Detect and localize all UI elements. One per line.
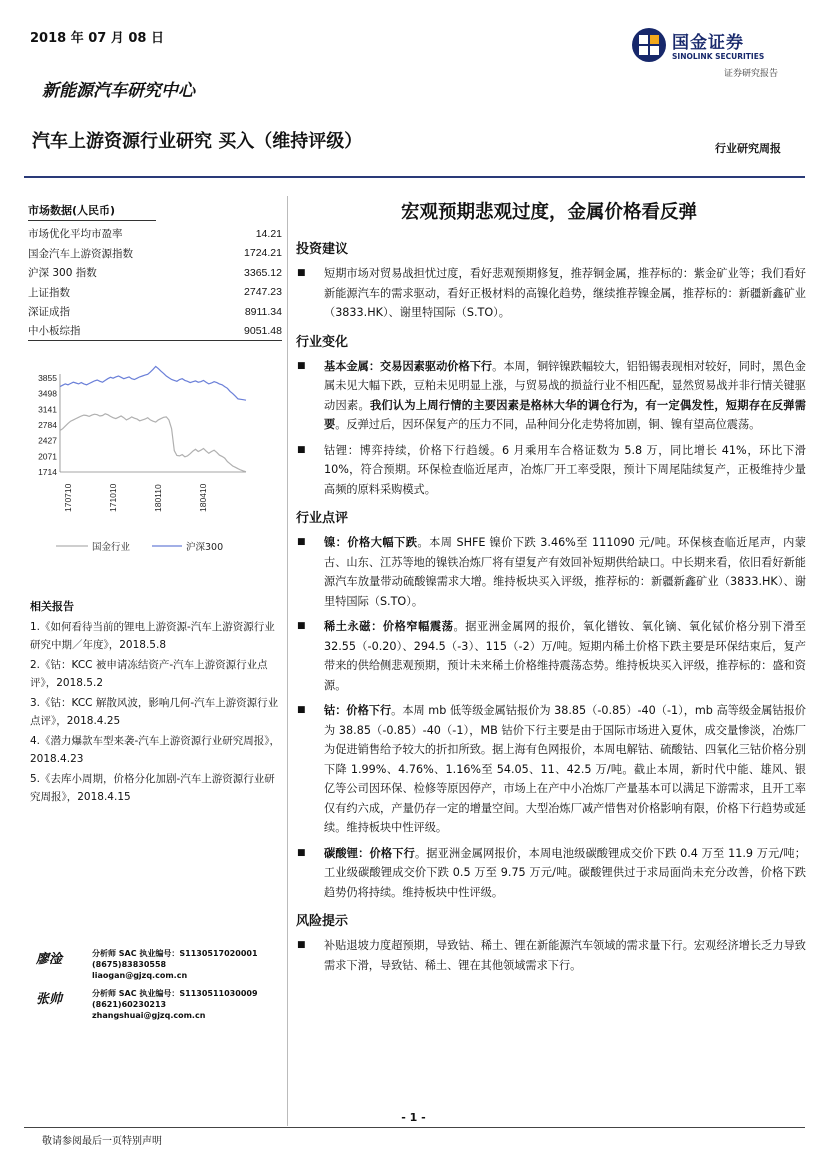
- footer-disclaimer-note: 敬请参阅最后一页特别声明: [42, 1136, 162, 1147]
- y-tick-label: 2071: [38, 451, 57, 462]
- bullet-heading: 稀土永磁：价格窄幅震荡: [324, 620, 454, 633]
- bullet-text: [324, 701, 806, 838]
- bullet-item: [296, 701, 806, 838]
- bullet-text: 短期市场对贸易战担忧过度，看好悲观预期修复，推荐铜金属，推荐标的：紫金矿业等；我们看好新能源汽车的需求驱动，看好正极材料的高镍化趋势，继续推荐镍金属，推荐标的：新疆新鑫矿业（3833.HK）、谢里特国际（S.TO）。: [324, 267, 806, 319]
- market-data-label: 沪深 300 指数: [28, 267, 97, 280]
- bullet-heading: 钴：价格下行: [324, 704, 392, 717]
- bullet-emphasis: 我们认为上周行情的主要因素是格林大华的调仓行为，有一定偶发性，短期存在反弹需要: [324, 398, 806, 431]
- related-reports: [30, 598, 284, 808]
- y-tick-label: 2784: [38, 420, 57, 430]
- related-report-item: 1.《如何看待当前的锂电上游资源-汽车上游资源行业研究中期／年度》，2018.5.8: [30, 621, 275, 651]
- y-tick-label: 1714: [38, 467, 57, 477]
- series-line-csi300: [60, 366, 246, 400]
- y-tick-label: 3498: [38, 388, 57, 399]
- market-data-row: [28, 302, 282, 322]
- analyst-phone: (8675)83830558: [92, 960, 167, 969]
- bullet-item: [296, 617, 806, 695]
- section-title: 投资建议: [296, 242, 349, 257]
- section-title: 风险提示: [296, 914, 349, 929]
- analyst-sac: 分析师 SAC 执业编号：S1130511030009: [92, 989, 258, 998]
- bullet-body: 。本周 mb 低等级金属钴报价为 38.85（-0.85）-40（-1），mb 高等级金属钴报价为 38.85（-0.85）-40（-1），MB 钴价下行主要是由于国际市场进入夏休，成交量惨淡，冶炼厂为促进销售给予较大的折扣所致。据上海有色网报价，本周电解钴、硫酸钴、四氧化三钴价格分别下降 1.99%、4.76%、1.16%至 54.05、11、42.5 万/吨。截止本周，新时代中能、雄风、银亿等公司因环保、检修等原因停产，市场上在产中小冶炼厂产量基本可以满足下游需求，且开工率仅有约六成，产量仍存一定的增量空间。大型冶炼厂减产惜售对价格影响有限，价格下行趋势或延续。维持板块中性评级。: [324, 704, 806, 834]
- market-data-value: 1724.21: [244, 247, 282, 260]
- index-chart: [28, 370, 282, 570]
- y-tick-label: 3855: [38, 373, 57, 383]
- market-data-label: 深证成指: [28, 306, 70, 319]
- related-report-item: 4.《潜力爆款车型来袭-汽车上游资源行业研究周报》，2018.4.23: [30, 735, 281, 765]
- analyst-email[interactable]: liaogan@gjzq.com.cn: [92, 971, 188, 980]
- market-data-row: [28, 283, 282, 303]
- market-data-row: [28, 322, 282, 342]
- market-data-label: 上证指数: [28, 286, 70, 299]
- x-tick-label: 180410: [198, 483, 208, 512]
- market-data-value: 2747.23: [244, 286, 282, 299]
- market-data-value: 3365.12: [244, 266, 282, 279]
- analyst-info: [92, 988, 258, 1021]
- market-data-row: [28, 263, 282, 283]
- bullet-heading: 碳酸锂：价格下行: [324, 846, 415, 860]
- section-title: 行业点评: [296, 511, 349, 526]
- bullet-item: [296, 441, 806, 500]
- market-data-value: 9051.48: [244, 324, 282, 337]
- bullet-text: 补贴退坡力度超预期，导致钴、稀土、锂在新能源汽车领域的需求量下行。宏观经济增长乏力导致需求下滑，导致钴、稀土、锂在其他领域需求下行。: [324, 939, 806, 972]
- market-data-title: 市场数据(人民币): [28, 202, 156, 221]
- related-reports-list: [30, 618, 284, 806]
- report-type: 行业研究周报: [715, 142, 781, 155]
- report-date: 2018 年 07 月 08 日: [30, 31, 164, 46]
- bullet-text: [324, 617, 806, 695]
- market-data-value: 14.21: [255, 227, 282, 240]
- sidebar: [24, 196, 288, 1126]
- market-data-rows: [28, 224, 282, 341]
- page-number: - 1 -: [401, 1111, 426, 1124]
- bullet-text: 钴锂：博弈持续，价格下行趋缓。6 月乘用车合格证数为 5.8 万，同比增长 41%，环比下滑 10%，符合预期。环保检查临近尾声，冶炼厂开工率受限，预计下周尾陆续复产，正极维持少量高频的原料采购模式。: [324, 443, 806, 496]
- analyst-name: 张帅: [36, 992, 63, 1007]
- index-chart-svg: [28, 370, 282, 570]
- related-report-item: 2.《钴：KCC 被申请冻结资产-汽车上游资源行业点评》，2018.5.2: [30, 659, 268, 689]
- analyst-name: 廖淦: [36, 952, 63, 967]
- bullet-square-icon: ■: [297, 268, 306, 278]
- market-data-label: 国金汽车上游资源指数: [28, 247, 133, 260]
- bullet-square-icon: ■: [297, 444, 306, 455]
- logo-text-en: SINOLINK SECURITIES: [672, 52, 765, 61]
- bullet-square-icon: ■: [297, 847, 306, 858]
- market-data-row: [28, 244, 282, 264]
- bullet-heading: 基本金属：交易因素驱动价格下行: [324, 359, 493, 373]
- market-data-label: 市场优化平均市盈率: [28, 228, 123, 241]
- bullet-body: 。本周 SHFE 镍价下跌 3.46%至 111090 元/吨。环保核查临近尾声，内蒙古、山东、江苏等地的镍铁冶炼厂将有望复产有效回补短期供给缺口。中长期来看，依旧看好新能源汽车放量带动硫酸镍需求大增。维持板块买入评级，推荐标的：新疆新鑫矿业（3833.HK）、谢里特国际（S.TO）。: [324, 536, 806, 608]
- footer-divider: [24, 1127, 805, 1128]
- related-reports-title: 相关报告: [30, 600, 74, 613]
- y-tick-label: 2427: [38, 435, 57, 446]
- bullet-item: [296, 264, 806, 323]
- market-data-row: [28, 224, 282, 244]
- analyst-email[interactable]: zhangshuai@gjzq.com.cn: [92, 1011, 206, 1020]
- related-report-item: 3.《钴：KCC 解散风波，影响几何-汽车上游资源行业点评》，2018.4.25: [30, 697, 279, 727]
- main-content: [296, 196, 806, 981]
- bullet-body: 。据亚洲金属网报价，本周电池级碳酸锂成交价下跌 0.4 万至 11.9 万元/吨；工业级碳酸锂成交价下跌 0.5 万至 9.75 万元/吨。碳酸锂供过于求局面尚未充分改善，价格下跌趋势仍将持续。维持板块中性评级。: [324, 846, 806, 899]
- bullet-text: [324, 533, 806, 611]
- bullet-square-icon: ■: [297, 705, 306, 715]
- main-title: 宏观预期悲观过度，金属价格看反弹: [400, 202, 697, 223]
- bullet-square-icon: ■: [297, 360, 306, 371]
- legend-label-csi300: 沪深300: [186, 542, 224, 553]
- x-tick-label: 180110: [153, 484, 163, 512]
- bullet-square-icon: ■: [297, 537, 306, 547]
- bullet-text: [324, 844, 806, 903]
- related-report-item: 5.《去库小周期，价格分化加剧-汽车上游资源行业研究周报》，2018.4.15: [30, 773, 275, 803]
- bullet-body: 。据亚洲金属网的报价，氧化镨钕、氧化镝、氧化铽价格分别下滑至 32.55（-0.20）、294.5（-3）、115（-2）万/吨。短期内稀土价格下跌主要是环保结束后，复产带来的供给侧悲观预期，预计未来稀土价格维持震荡态势。维持板块买入评级，推荐标的：盛和资源。: [324, 620, 806, 692]
- bullet-item: [296, 357, 806, 435]
- analyst-phone: (8621)60230213: [92, 1000, 167, 1009]
- logo-subtitle: 证券研究报告: [724, 69, 779, 79]
- logo-mark-icon: [630, 26, 668, 64]
- bullet-body: 。本周，铜锌镍跌幅较大，铝铅锡表现相对较好，同时，黑色金属未见大幅下跌，豆粕未见明显上涨，与贸易战的损益行业不相匹配，显然贸易战并非行情关键驱动因素。: [324, 359, 806, 412]
- header-divider: [24, 176, 805, 178]
- bullet-item: [296, 844, 806, 903]
- market-data-label: 中小板综指: [28, 325, 81, 338]
- x-tick-label: 171010: [108, 483, 118, 512]
- market-data-value: 8911.34: [244, 305, 282, 318]
- series-line-industry: [60, 414, 246, 472]
- company-logo: [630, 26, 790, 66]
- bullet-text: [324, 357, 806, 435]
- logo-text-cn: 国金证券: [672, 33, 744, 53]
- bullet-item: [296, 936, 806, 975]
- analyst-sac: 分析师 SAC 执业编号：S1130517020001: [92, 949, 258, 958]
- bullet-square-icon: ■: [297, 621, 306, 631]
- y-tick-label: 3141: [38, 404, 57, 415]
- analyst-info: [92, 948, 258, 981]
- bullet-body: 。反弹过后，因环保复产的压力不同，品种间分化走势将加剧，铜、镍有望高位震荡。: [335, 418, 761, 431]
- legend-label-industry: 国金行业: [92, 542, 131, 553]
- x-tick-label: 170710: [63, 483, 73, 512]
- research-center-name: 新能源汽车研究中心: [42, 81, 195, 101]
- bullet-square-icon: ■: [297, 940, 306, 950]
- bullet-item: [296, 533, 806, 611]
- market-data-box: [28, 202, 282, 341]
- bullet-heading: 镍：价格大幅下跌: [324, 536, 418, 549]
- report-title: 汽车上游资源行业研究 买入（维持评级）: [32, 131, 363, 152]
- section-title: 行业变化: [296, 334, 349, 350]
